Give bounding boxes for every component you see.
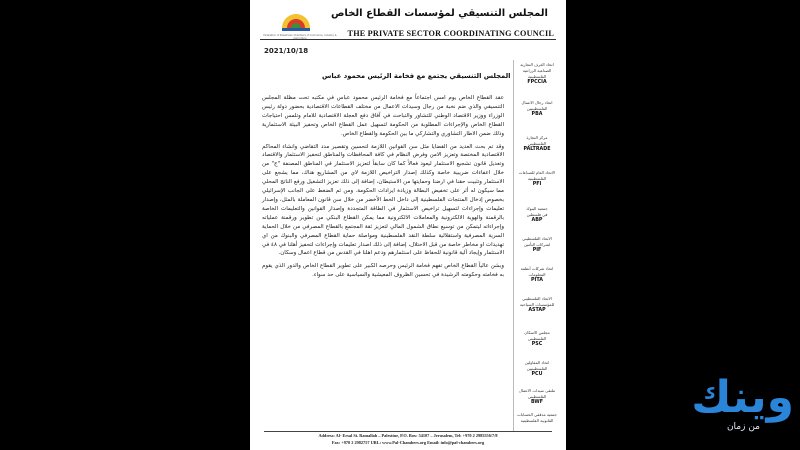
- member-org: [514, 135, 560, 153]
- letter-page: [250, 0, 566, 450]
- member-org: [514, 360, 560, 378]
- member-org-name: جمعية مدققي الحسابات القانونية الفلسطينية: [517, 412, 557, 423]
- member-org-code: PITA: [531, 278, 543, 283]
- body-paragraph: عقد القطاع الخاص يوم امس اجتماعاً مع فخامة الرئيس محمود عباس في مكتبه تحت مظلة المجلس التنسيقي والذي ضم نخبة من رجال وسيدات الاعمال من مختلف القطاعات الاقتصادية بحضور دولة رئيس الوزراء ووزير الاقتصاد الوطني للتشاور والتباحث في آفاق دفع العجلة الاقتصادية للامام وتلمس احتياجات القطاع الخاص والإجراءات المطلوبة من الحكومة لتسهيل عمل القطاع الخاص وتحفيز البيئة الاستثمارية وذلك ضمن الاطار التشاوري والتشاركي ما بين الحكومة والقطاع الخاص.: [262, 95, 504, 137]
- press-release-body: [262, 94, 504, 284]
- member-org: [514, 206, 560, 224]
- logo-caption: Federation of Palestinian Chambers of Commerce, Industry & Agriculture: [263, 34, 337, 40]
- member-org: [514, 296, 560, 314]
- member-org: [514, 170, 560, 188]
- member-organizations-sidebar: [513, 60, 562, 432]
- member-org: [514, 388, 560, 406]
- member-org-code: ASTAP: [528, 308, 546, 313]
- member-org: [514, 330, 560, 348]
- footer-address: Address: Al- Ersal St. Ramallah – Palestine, P.O. Box: 54107 – Jerusalem, Tel: +970 2 2985556/7/8: [318, 433, 498, 438]
- watermark-tagline: من زمان: [726, 422, 760, 432]
- member-org: [514, 62, 560, 86]
- member-org-code: PCU: [531, 372, 543, 377]
- member-org-name: اتحاد المقاولين الفلسطينيين: [524, 360, 550, 371]
- member-org-name: اتحاد رجال الاعمال الفلسطينيين: [521, 100, 553, 111]
- member-org-code: BWF: [531, 400, 543, 405]
- channel-watermark: [658, 372, 794, 446]
- member-org-name: مجلس الاسكان الفلسطيني: [524, 330, 550, 341]
- member-org-name: الاتحاد الفلسطيني للمؤسسات السياحية: [519, 296, 555, 307]
- member-org-code: PIF: [532, 248, 542, 253]
- member-org-code: FPCCIA: [527, 80, 547, 85]
- footer-divider: [264, 431, 552, 432]
- member-org-name: الاتحاد الفلسطيني لشركات التأمين: [522, 236, 552, 247]
- member-org: [514, 236, 560, 254]
- member-org-name: اتحاد الغرف التجارية الصناعية الزراعية الفلسطينية: [520, 62, 554, 79]
- member-org: [514, 266, 560, 284]
- member-org: [514, 412, 560, 424]
- member-org-code: PFI: [532, 182, 542, 187]
- member-org-name: ملتقى سيدات الاعمال الفلسطيني: [518, 388, 556, 399]
- body-paragraph: وقد تم بحث العديد من القضايا مثل سن القوانين اللازمة لتحسين وتقصير مدد التقاضي وانشاء المحاكم الاقتصادية المختصة وتعزيز الامن وفرض النظام في كافة المحافظات والمناطق لتحفيز الاستثمار والاقتصاد وتعديل قانون تشجيع الاستثمار ليعود فعالاً كما كان سابقاً لتعزيز الاستثمار في المناطق المصنفة "ج" من خلال اعفاءات ضريبية خاصة وكذلك إصدار التراخيص اللازمة لاي من المشاريع هناك، مما يشجع على الاستثمار وتثبيت حقنا في ارضنا وحمايتها من الاستيطان، إضافة إلى ذلك تعزيز التشغيل ورفع الناتج المحلي مما سيكون له أثر على تخفيض البطالة وزيادة ايرادات الحكومة. ومن ثم الضغط على الجانب الإسرائيلي بخصوص إدخال المنتجات الفلسطينية إلى داخل الخط الأخضر من خلال سن قانون المعاملة بالمثل، وإصدار تعليمات وإجراءات لتسهيل تراخيص الاستثمار في الطاقة المتجددة وإصدار القوانين والتعليمات الخاصة بالرقمنة والهوية الالكترونية والمعاملات الالكترونية مما يمكن القطاع البنكي من تطوير ورقمنة عملياته وإجراءاته ليتمكن من توسيع نطاق الشمول المالي لتعزيز ثقة المجتمع بالقطاع المصرفي من خلال الحماية السرية المصرفية واستقلالية سلطة النقد الفلسطينية ومواصلة حماية القطاع المصرفي والبنوك من اي تهديدات او مخاطر خاصة من قبل الاحتلال، إضافة إلى ذلك اصدار تعليمات وإجراءات لتحفيز أهلنا في ٤٨ في الاستثمار وإيجاد آلية قانونية للحفاظ على استثمارهم ودعم اهلنا في القدس من قطاع اعمال وسكان.: [262, 143, 504, 257]
- letter-date: 2021/10/18: [264, 47, 309, 55]
- press-release-title: المجلس التنسيقي يجتمع مع فخامة الرئيس محمود عباس: [322, 72, 511, 80]
- council-name-arabic: المجلس التنسيقي لمؤسسات القطاع الخاص: [330, 8, 548, 19]
- member-org-code: PBA: [531, 112, 543, 117]
- member-org-code: ABP: [531, 218, 543, 223]
- header-divider: [260, 39, 556, 40]
- member-org: [514, 100, 560, 118]
- footer-contact: Fax: +970 2 2982757 URL: www.Pal-Chambers.org Email: info@pal-chambers.org: [331, 439, 485, 445]
- member-org-name: الاتحاد العام للصناعات الفلسطينية: [518, 170, 556, 181]
- member-org-name: جمعية البنوك في فلسطين: [526, 206, 548, 217]
- member-org-name: مركز التجارة الفلسطيني: [526, 135, 548, 146]
- member-org-code: PALTRADE: [523, 147, 551, 152]
- letter-footer: [264, 433, 552, 446]
- member-org-code: PSC: [531, 342, 543, 347]
- body-paragraph: وبشن عالياً القطاع الخاص تفهم فخامة الرئيس وحرصه الكبير على تطوير القطاع الخاص والدور الذي يقوم به فخامته وحكومته الرشيدة في تحسين الظروف المعيشية والسياسية على حد سواء.: [262, 263, 504, 279]
- council-logo: [276, 4, 316, 34]
- member-org-name: اتحاد شركات أنظمة المعلومات: [520, 266, 554, 277]
- council-name-english: THE PRIVATE SECTOR COORDINATING COUNCIL: [347, 29, 554, 38]
- watermark-logo: وينك: [691, 372, 794, 423]
